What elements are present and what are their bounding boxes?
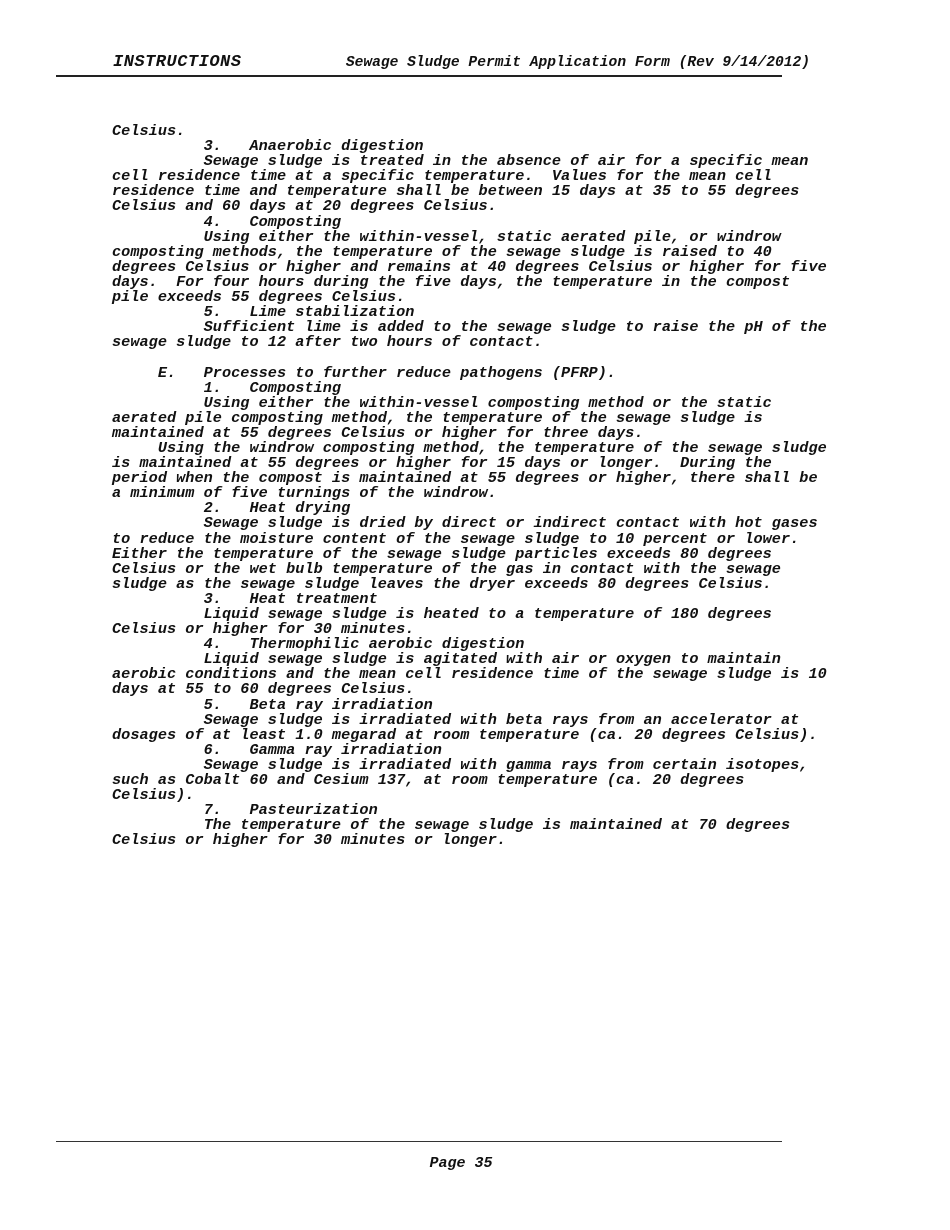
text-line: 5. Lime stabilization — [112, 303, 415, 322]
text-line: maintained at 55 degrees Celsius or higher for three days. — [112, 423, 644, 442]
text-line: aerated pile composting method, the temperature of the sewage sludge is — [112, 408, 763, 427]
text-line: Sewage sludge is irradiated with gamma rays from certain isotopes, — [112, 755, 809, 774]
text-line: Sewage sludge is treated in the absence of air for a specific mean — [112, 152, 809, 171]
text-line: days at 55 to 60 degrees Celsius. — [112, 680, 415, 699]
text-line: period when the compost is maintained at 55 degrees or higher, there shall be — [112, 469, 818, 488]
text-line: sewage sludge to 12 after two hours of contact. — [112, 333, 543, 352]
text-line: 1. Composting — [112, 378, 342, 397]
page-header — [56, 53, 810, 77]
text-line: dosages of at least 1.0 megarad at room temperature (ca. 20 degrees Celsius). — [112, 725, 818, 744]
text-line: 3. Anaerobic digestion — [112, 137, 424, 156]
text-line: 4. Composting — [112, 212, 342, 231]
text-line: days. For four hours during the five days, the temperature in the compost — [112, 272, 791, 291]
text-line: 3. Heat treatment — [112, 589, 378, 608]
text-line: Celsius or higher for 30 minutes or longer. — [112, 831, 507, 850]
text-line: aerobic conditions and the mean cell residence time of the sewage sludge is 10 — [112, 665, 827, 684]
text-line: Using either the within-vessel composting method or the static — [112, 393, 772, 412]
text-line: Sufficient lime is added to the sewage sludge to raise the pH of the — [112, 318, 827, 337]
text-line: Celsius or the wet bulb temperature of the gas in contact with the sewage — [112, 559, 781, 578]
text-line: Using either the within-vessel, static aerated pile, or windrow — [112, 227, 781, 246]
text-line: 2. Heat drying — [112, 499, 351, 518]
text-line: Using the windrow composting method, the temperature of the sewage sludge — [112, 438, 827, 457]
text-line: cell residence time at a specific temperature. Values for the mean cell — [112, 167, 772, 186]
text-line: The temperature of the sewage sludge is maintained at 70 degrees — [112, 816, 791, 835]
text-line: Celsius. — [112, 122, 186, 140]
text-line: Celsius). — [112, 786, 195, 805]
text-line: Celsius and 60 days at 20 degrees Celsius. — [112, 197, 497, 216]
text-line: Sewage sludge is irradiated with beta rays from an accelerator at — [112, 710, 800, 729]
text-line: E. Processes to further reduce pathogens (PFRP). — [112, 363, 617, 382]
footer-divider — [56, 1141, 782, 1142]
text-line: pile exceeds 55 degrees Celsius. — [112, 288, 406, 307]
text-line: sludge as the sewage sludge leaves the dryer exceeds 80 degrees Celsius. — [112, 574, 772, 593]
text-line: Celsius or higher for 30 minutes. — [112, 620, 415, 639]
text-line: is maintained at 55 degrees or higher for 15 days or longer. During the — [112, 454, 772, 473]
text-line: to reduce the moisture content of the sewage sludge to 10 percent or lower. — [112, 529, 800, 548]
text-line: 4. Thermophilic aerobic digestion — [112, 635, 525, 654]
text-line: 6. Gamma ray irradiation — [112, 740, 442, 759]
header-form-title: Sewage Sludge Permit Application Form (Rev 9/14/2012) — [345, 55, 810, 71]
text-line: composting methods, the temperature of the sewage sludge is raised to 40 — [112, 242, 772, 261]
text-line: Liquid sewage sludge is heated to a temperature of 180 degrees — [112, 605, 772, 623]
page-number: Page 35 — [429, 1155, 493, 1172]
text-line: Liquid sewage sludge is agitated with air or oxygen to maintain — [112, 650, 781, 669]
document-body — [112, 124, 872, 849]
header-section-label: INSTRUCTIONS — [113, 53, 242, 72]
text-line: such as Cobalt 60 and Cesium 137, at room temperature (ca. 20 degrees — [112, 771, 745, 790]
text-line: Sewage sludge is dried by direct or indirect contact with hot gases — [112, 514, 818, 533]
text-line: residence time and temperature shall be between 15 days at 35 to 55 degrees — [112, 182, 800, 201]
text-line: Either the temperature of the sewage sludge particles exceeds 80 degrees — [112, 544, 772, 563]
text-line: 7. Pasteurization — [112, 801, 378, 820]
text-line: 5. Beta ray irradiation — [112, 695, 433, 714]
text-line: degrees Celsius or higher and remains at 40 degrees Celsius or higher for five — [112, 257, 827, 276]
text-line: a minimum of five turnings of the windrow. — [112, 484, 497, 503]
